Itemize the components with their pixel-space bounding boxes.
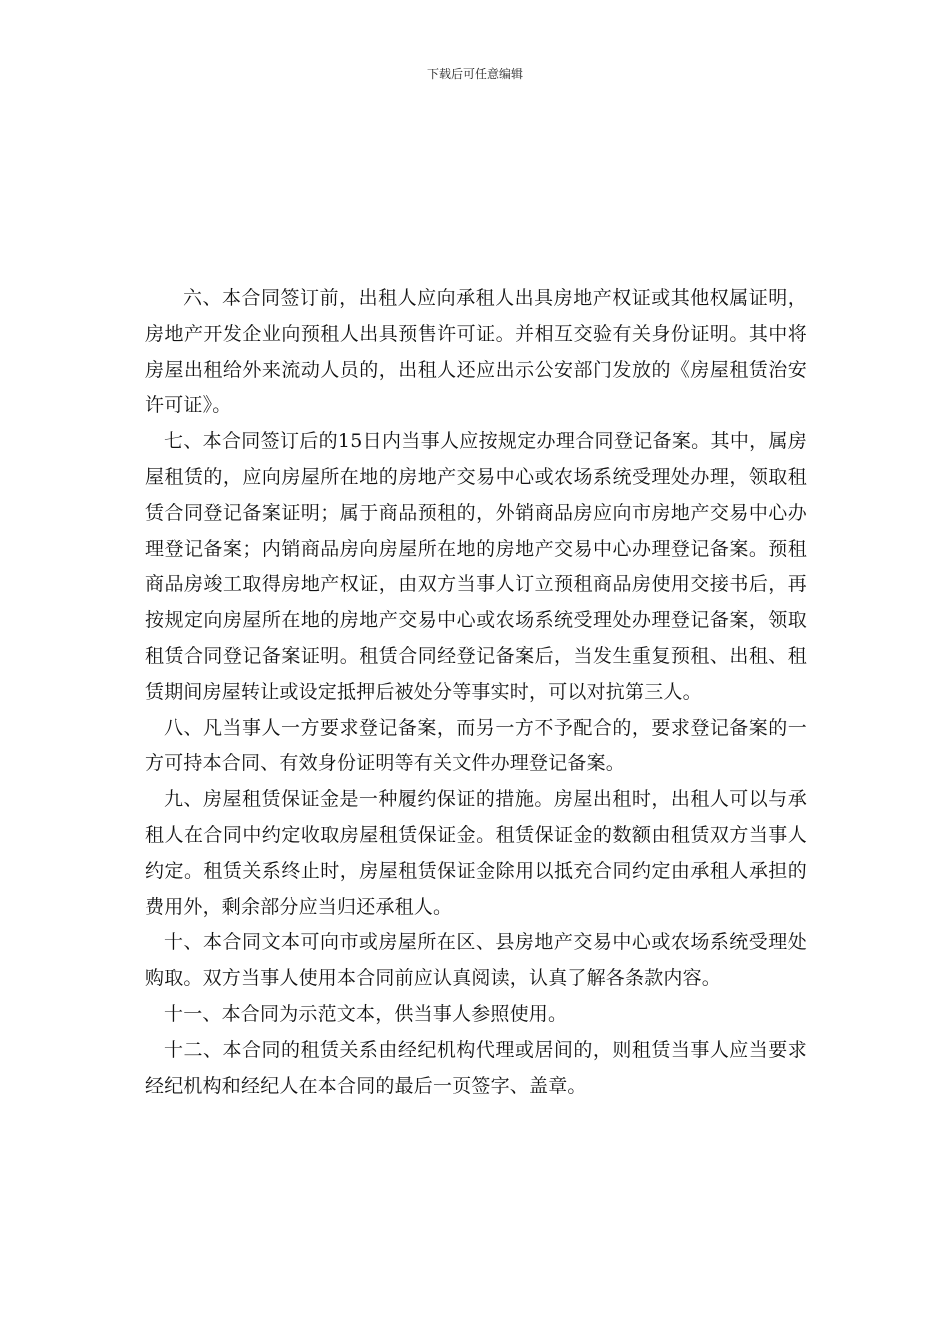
document-body xyxy=(145,281,807,1104)
paragraph-clause-12: 十二、本合同的租赁关系由经纪机构代理或居间的，则租赁当事人应当要求经纪机构和经纪人在本合同的最后一页签字、盖章。 xyxy=(145,1038,807,1097)
paragraph-clause-9: 九、房屋租赁保证金是一种履约保证的措施。房屋出租时，出租人可以与承租人在合同中约定收取房屋租赁保证金。租赁保证金的数额由租赁双方当事人约定。租赁关系终止时，房屋租赁保证金除用以抵充合同约定由承租人承担的费用外，剩余部分应当归还承租人。 xyxy=(145,788,807,918)
paragraph-clause-7: 七、本合同签订后的15日内当事人应按规定办理合同登记备案。其中，属房屋租赁的，应向房屋所在地的房地产交易中心或农场系统受理处办理，领取租赁合同登记备案证明；属于商品预租的，外销商品房应向市房地产交易中心办理登记备案；内销商品房向房屋所在地的房地产交易中心办理登记备案。预租商品房竣工取得房地产权证，由双方当事人订立预租商品房使用交接书后，再按规定向房屋所在地的房地产交易中心或农场系统受理处办理登记备案，领取租赁合同登记备案证明。租赁合同经登记备案后，当发生重复预租、出租、租赁期间房屋转让或设定抵押后被处分等事实时，可以对抗第三人。 xyxy=(145,430,807,703)
paragraph-clause-6: 六、本合同签订前，出租人应向承租人出具房地产权证或其他权属证明，房地产开发企业向预租人出具预售许可证。并相互交验有关身份证明。其中将房屋出租给外来流动人员的，出租人还应出示公安部门发放的《房屋租赁治安许可证》。 xyxy=(145,287,807,417)
paragraph-clause-8: 八、凡当事人一方要求登记备案，而另一方不予配合的，要求登记备案的一方可持本合同、有效身份证明等有关文件办理登记备案。 xyxy=(145,716,807,775)
paragraph-clause-10: 十、本合同文本可向市或房屋所在区、县房地产交易中心或农场系统受理处购取。双方当事人使用本合同前应认真阅读，认真了解各条款内容。 xyxy=(145,931,807,990)
paragraph-clause-11: 十一、本合同为示范文本，供当事人参照使用。 xyxy=(164,1002,568,1025)
page-header: 下载后可任意编辑 xyxy=(426,67,523,81)
